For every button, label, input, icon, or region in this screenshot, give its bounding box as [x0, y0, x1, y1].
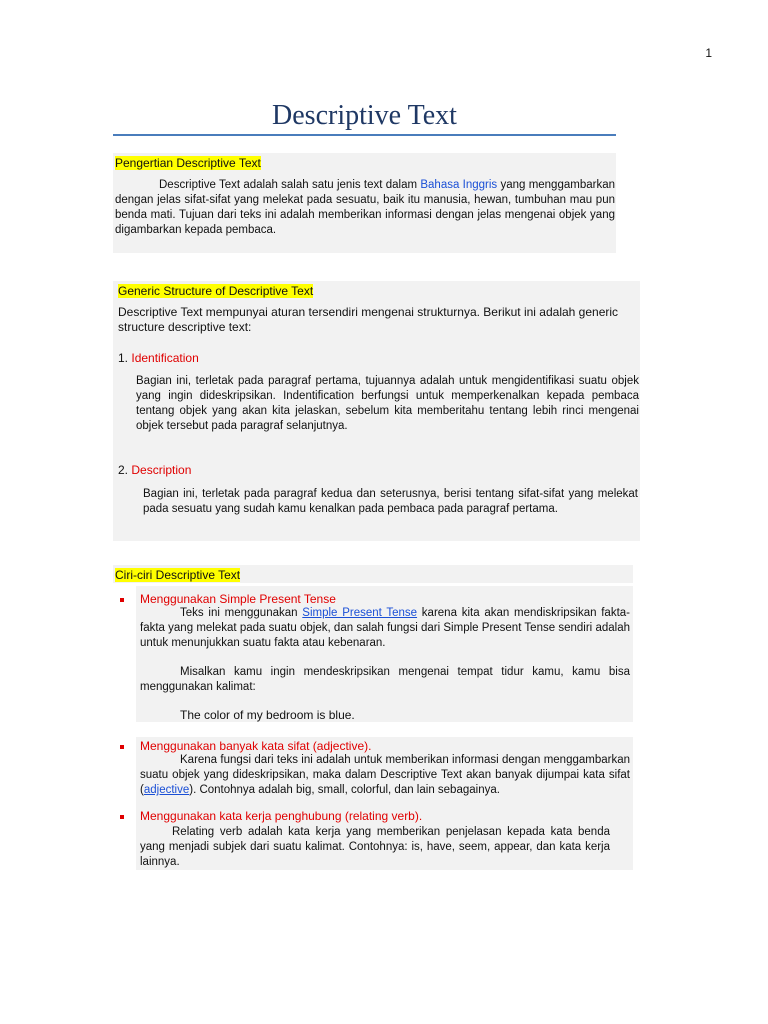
structure-item-label: Identification — [131, 351, 199, 365]
bullet1-text-before: Teks ini menggunakan — [180, 607, 303, 619]
section2-heading-text: Generic Structure of Descriptive Text — [118, 284, 314, 298]
adjective-link[interactable]: adjective — [143, 784, 190, 796]
bullet3-title: Menggunakan kata kerja penghubung (relating verb). — [140, 809, 423, 823]
bullet1-text-after: karena kita akan mendiskripsikan fakta-fakta yang melekat pada suatu objek, dan salah fungsi dari Simple Present Tense sendiri adalah untuk menunjukkan suatu fakta atau kebenaran. — [140, 607, 631, 649]
bullet2-text-before: Karena fungsi dari teks ini adalah untuk memberikan informasi dengan menggambarkan suatu objek yang dideskripsikan, maka dalam Descriptive Text akan banyak dijumpai kata sifat ( — [140, 754, 630, 796]
bullet-icon — [120, 745, 124, 749]
structure-item-description-heading — [118, 463, 191, 477]
section2-intro: Descriptive Text mempunyai aturan tersendiri mengenai strukturnya. Berikut ini adalah generic structure descriptive text: — [118, 305, 619, 334]
simple-present-tense-link[interactable]: Simple Present Tense — [302, 607, 418, 619]
structure-item-label: Description — [131, 463, 192, 477]
section1-heading — [115, 156, 261, 170]
bahasa-inggris-link[interactable]: Bahasa Inggris — [420, 179, 498, 191]
structure-item-number: 1. — [118, 351, 129, 365]
bullet1-example-sentence: The color of my bedroom is blue. — [180, 708, 355, 722]
document-title: Descriptive Text — [113, 100, 616, 136]
section1-heading-text: Pengertian Descriptive Text — [115, 156, 261, 170]
bullet1-paragraph1 — [140, 606, 630, 651]
section1-text-after: yang menggambarkan dengan jelas sifat-sifat yang melekat pada sesuatu, baik itu manusia, hewan, tumbuhan mau pun benda mati. Tujuan dari teks ini adalah memberikan informasi dengan jelas mengenai objek yang digambarkan kepada pembaca. — [115, 179, 615, 236]
description-paragraph: Bagian ini, terletak pada paragraf kedua dan seterusnya, berisi tentang sifat-sifat yang melekat pada sesuatu yang sudah kamu kenalkan pada pembaca pada paragraf pertama. — [143, 488, 638, 515]
structure-item-identification-heading — [118, 351, 199, 365]
bullet2-paragraph — [140, 753, 630, 798]
section1-text-before: Descriptive Text adalah salah satu jenis text dalam — [159, 179, 421, 191]
section3-heading — [115, 568, 240, 582]
section2-heading — [118, 284, 313, 298]
structure-item-number: 2. — [118, 463, 129, 477]
identification-paragraph: Bagian ini, terletak pada paragraf pertama, tujuannya adalah untuk mengidentifikasi suatu objek yang ingin dideskripsikan. Indentification berfungsi untuk memperkenalkan kepada pembaca tentang objek yang akan kita jelaskan, sebelum kita memberitahu tentang lebih rinci mengenai objek tersebut pada paragraf selanjutnya. — [136, 375, 639, 432]
section3-heading-text: Ciri-ciri Descriptive Text — [115, 568, 241, 582]
section1-paragraph — [115, 178, 615, 238]
bullet1-paragraph2: Misalkan kamu ingin mendeskripsikan mengenai tempat tidur kamu, kamu bisa menggunakan kalimat: — [140, 666, 630, 693]
bullet2-title: Menggunakan banyak kata sifat (adjective). — [140, 739, 372, 753]
bullet-icon — [120, 815, 124, 819]
page-number: 1 — [705, 46, 712, 60]
bullet1-title: Menggunakan Simple Present Tense — [140, 592, 336, 606]
bullet-icon — [120, 598, 124, 602]
bullet3-paragraph: Relating verb adalah kata kerja yang memberikan penjelasan kepada kata benda yang menjadi subjek dari suatu kalimat. Contohnya: is, have, seem, appear, dan kata kerja lainnya. — [140, 826, 610, 868]
bullet2-text-after: ). Contohnya adalah big, small, colorful, dan lain sebagainya. — [189, 784, 500, 796]
